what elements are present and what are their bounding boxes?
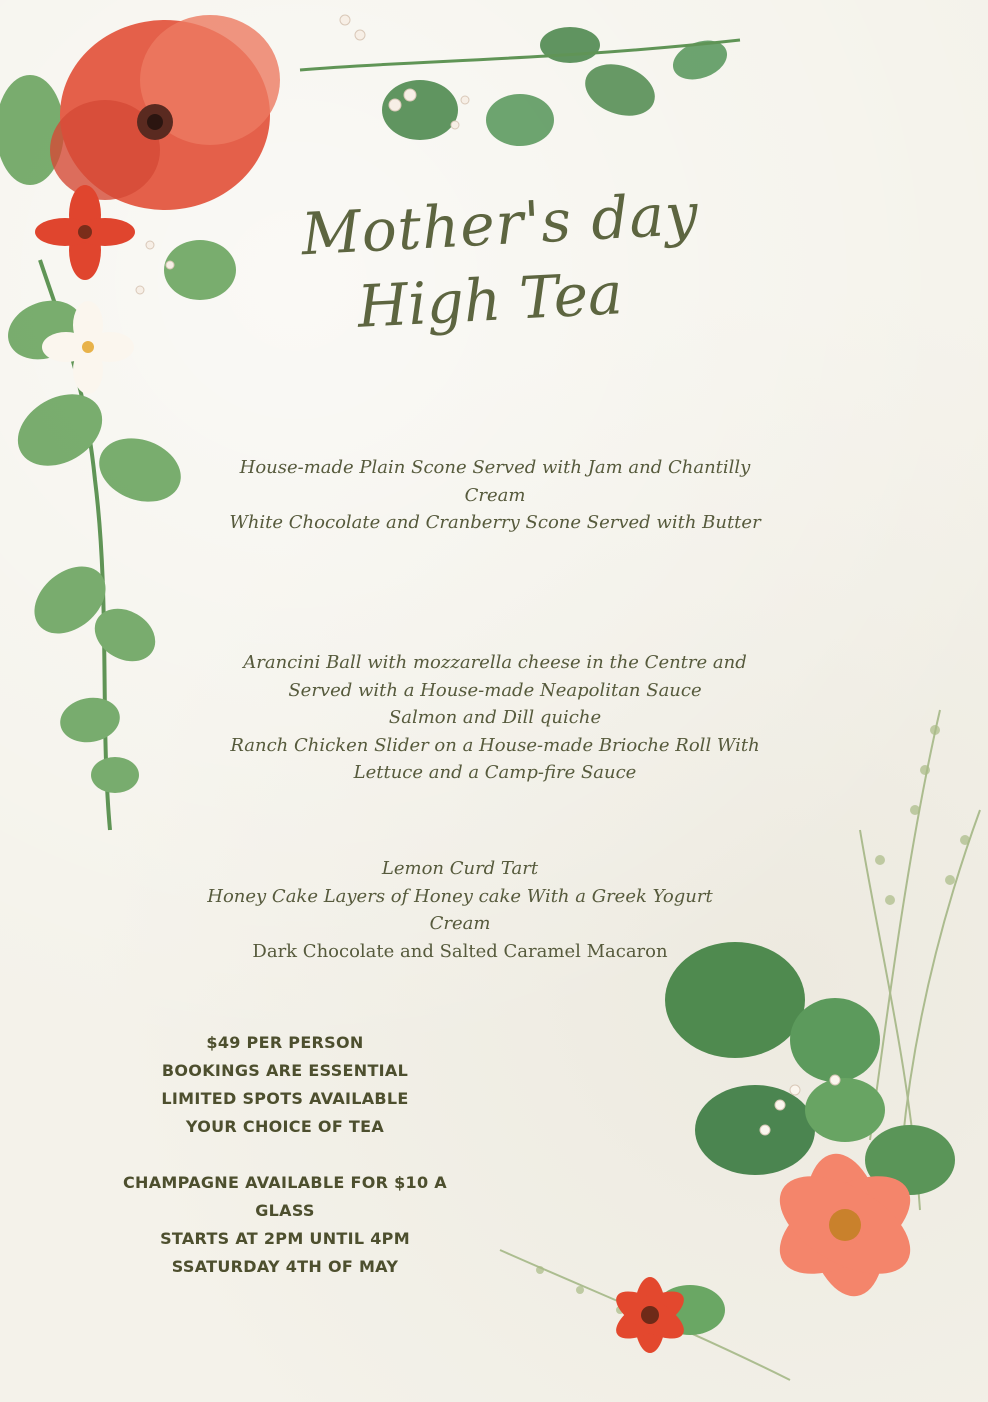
menu-item: Dark Chocolate and Salted Caramel Macaron	[252, 940, 668, 962]
limited-text: LIMITED SPOTS AVAILABLE	[161, 1089, 409, 1108]
menu-item: Arancini Ball with mozzarella cheese in the Centre and	[243, 652, 747, 673]
champagne-text: CHAMPAGNE AVAILABLE FOR $10 A GLASS	[123, 1173, 447, 1220]
title-line-2: High Tea	[355, 259, 625, 341]
savoury-section	[195, 649, 795, 787]
scones-section	[205, 454, 785, 537]
time-text: STARTS AT 2PM UNTIL 4PM	[160, 1229, 410, 1248]
menu-item: Ranch Chicken Slider on a House-made Brioche Roll With	[230, 734, 760, 756]
menu-item: Lemon Curd Tart	[381, 858, 539, 879]
page-title	[299, 179, 701, 341]
title-line-1: Mother's day	[299, 179, 701, 269]
booking-info	[110, 1029, 460, 1281]
menu-item: White Chocolate and Cranberry Scone Served with Butter	[229, 512, 761, 533]
price-text: $49 PER PERSON	[206, 1033, 364, 1052]
menu-item: Salmon and Dill quiche	[388, 707, 602, 728]
tea-text: YOUR CHOICE OF TEA	[185, 1117, 385, 1136]
menu-item: Cream	[429, 913, 491, 934]
menu-item: Lettuce and a Camp-fire Sauce	[353, 762, 637, 783]
menu-item: House-made Plain Scone Served with Jam and Chantilly	[239, 457, 751, 478]
bottom-right-floral-decoration	[440, 690, 988, 1402]
date-text: SSATURDAY 4TH OF MAY	[171, 1257, 399, 1276]
menu-item: Cream	[464, 484, 526, 506]
sweets-section	[170, 855, 750, 965]
menu-item: Served with a House-made Neapolitan Sauce	[288, 679, 702, 701]
bookings-text: BOOKINGS ARE ESSENTIAL	[161, 1061, 409, 1080]
menu-item: Honey Cake Layers of Honey cake With a Greek Yogurt	[207, 885, 713, 907]
